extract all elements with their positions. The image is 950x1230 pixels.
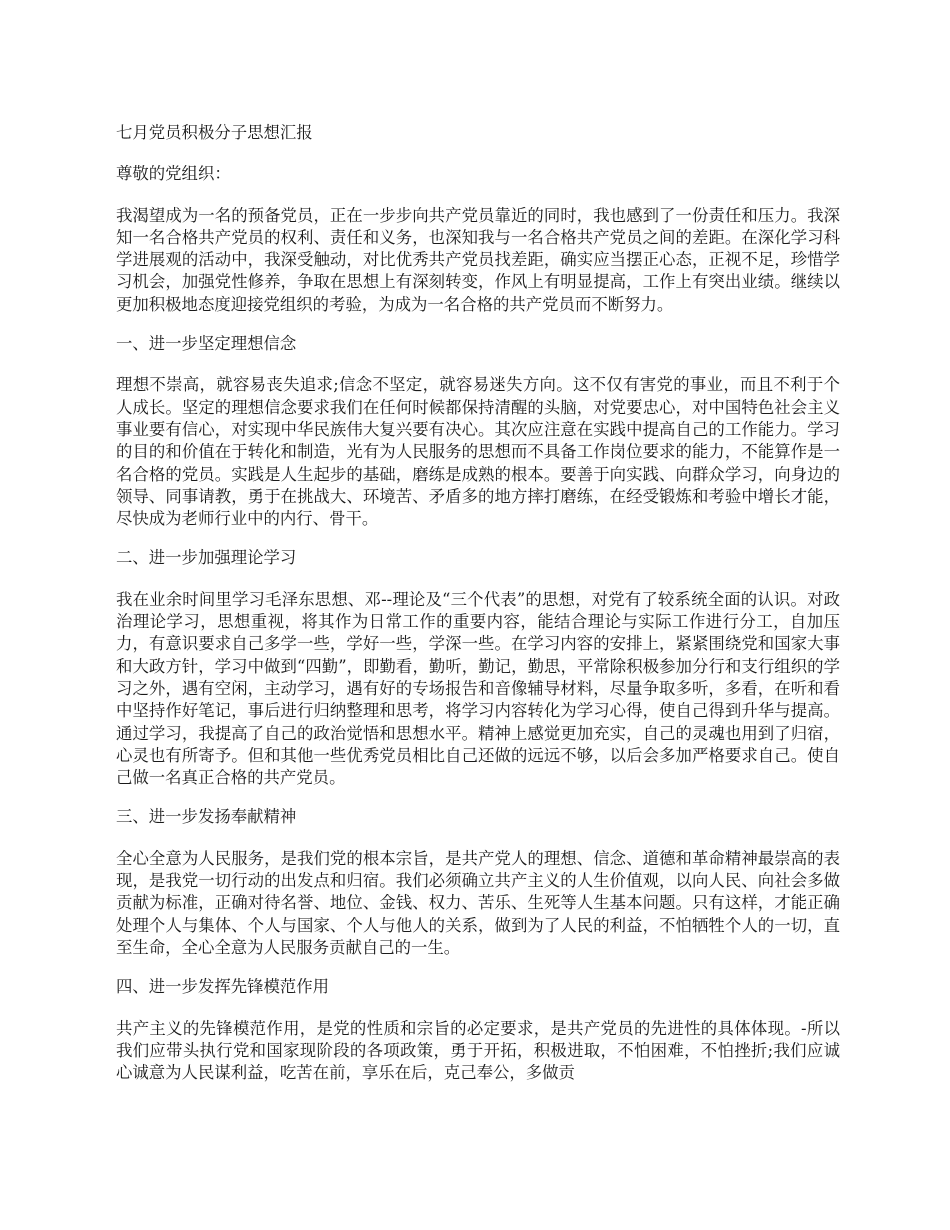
section-2-heading: 二、进一步加强理论学习	[116, 548, 297, 568]
section-1-body: 理想不崇高，就容易丧失追求;信念不坚定，就容易迷失方向。这不仅有害党的事业，而且不利于个人成长。坚定的理想信念要求我们在任何时候都保持清醒的头脑，对党要忠心，对中国特色社会主义事业要有信心，对实现中华民族伟大复兴要有决心。其次应注意在实践中提高自己的工作能力。学习的目的和价值在于转化和制造，光有为人民服务的思想而不具备工作岗位要求的能力，不能算作是一名合格的党员。实践是人生起步的基础，磨练是成熟的根本。要善于向实践、向群众学习，向身边的领导、同事请教，勇于在挑战大、环境苦、矛盾多的地方摔打磨练，在经受锻炼和考验中增长才能，尽快成为老师行业中的内行、骨干。	[116, 375, 840, 529]
salutation: 尊敬的党组织：	[116, 164, 231, 184]
section-3-heading: 三、进一步发扬奉献精神	[116, 807, 297, 827]
section-2-body: 我在业余时间里学习毛泽东思想、邓--理论及“三个代表”的思想，对党有了较系统全面的认识。对政治理论学习，思想重视，将其作为日常工作的重要内容，能结合理论与实际工作进行分工，自加压力，有意识要求自己多学一些，学好一些，学深一些。在学习内容的安排上，紧紧围绕党和国家大事和大政方针，学习中做到“四勤”，即勤看，勤听，勤记，勤思，平常除积极参加分行和支行组织的学习之外，遇有空闲，主动学习，遇有好的专场报告和音像辅导材料，尽量争取多听，多看，在听和看中坚持作好笔记，事后进行归纳整理和思考，将学习内容转化为学习心得，使自己得到升华与提高。通过学习，我提高了自己的政治觉悟和思想水平。精神上感觉更加充实，自己的灵魂也用到了归宿，心灵也有所寄予。但和其他一些优秀党员相比自己还做的远远不够，以后会多加严格要求自己。使自己做一名真正合格的共产党员。	[116, 589, 840, 788]
document-title: 七月党员积极分子思想汇报	[116, 123, 313, 142]
document-page	[116, 122, 840, 1101]
section-1-heading: 一、进一步坚定理想信念	[116, 334, 297, 354]
section-3-body: 全心全意为人民服务，是我们党的根本宗旨，是共产党人的理想、信念、道德和革命精神最崇高的表现，是我党一切行动的出发点和归宿。我们必须确立共产主义的人生价值观，以向人民、向社会多做贡献为标准，正确对待名誉、地位、金钱、权力、苦乐、生死等人生基本问题。只有这样，才能正确处理个人与集体、个人与国家、个人与他人的关系，做到为了人民的利益，不怕牺牲个人的一切，直至生命，全心全意为人民服务贡献自己的一生。	[116, 848, 840, 957]
section-4-heading: 四、进一步发挥先锋模范作用	[116, 977, 330, 997]
section-4-body: 共产主义的先锋模范作用，是党的性质和宗旨的必定要求，是共产党员的先进性的具体体现。-所以我们应带头执行党和国家现阶段的各项政策，勇于开拓，积极进取，不怕困难，不怕挫折;我们应诚心诚意为人民谋利益，吃苦在前，享乐在后，克己奉公，多做贡	[116, 1018, 840, 1083]
intro-paragraph: 我渴望成为一名的预备党员，正在一步步向共产党员靠近的同时，我也感到了一份责任和压力。我深知一名合格共产党员的权利、责任和义务，也深知我与一名合格共产党员之间的差距。在深化学习科学进展观的活动中，我深受触动，对比优秀共产党员找差距，确实应当摆正心态，正视不足，珍惜学习机会，加强党性修养，争取在思想上有深刻转变，作风上有明显提高，工作上有突出业绩。继续以更加积极地态度迎接党组织的考验，为成为一名合格的共产党员而不断努力。	[116, 205, 840, 314]
